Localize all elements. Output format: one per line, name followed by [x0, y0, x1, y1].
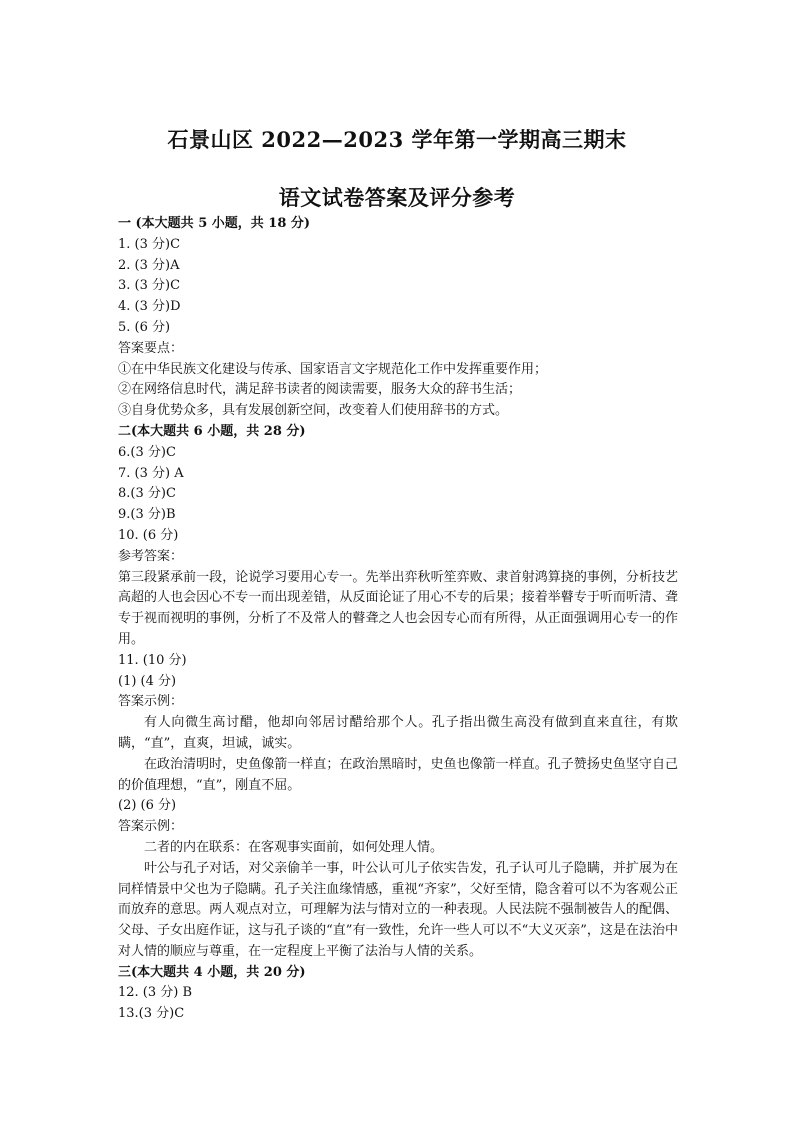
answer-item: 1. (3 分)C	[118, 236, 181, 252]
answer-item: 10. (6 分)	[118, 527, 179, 543]
q11-1-paragraph-2: 在政治清明时，史鱼像箭一样直；在政治黑暗时，史鱼也像箭一样直。孔子赞扬史鱼坚守自己的价值理想，“直”，刚直不屈。	[118, 756, 678, 793]
q11-1-label: (1) (4 分)	[118, 673, 177, 689]
example-answer-label: 答案示例：	[118, 819, 184, 835]
q11-2-paragraph-2: 叶公与孔子对话，对父亲偷羊一事，叶公认可儿子依实告发，孔子认可儿子隐瞒，并扩展为在同样情景中父也为子隐瞒。孔子关注血缘情感，重视“齐家”，父好至情，隐含着可以不为客观公正而放弃的意思。两人观点对立，可理解为法与情对立的一种表现。人民法院不强制被告人的配偶、父母、子女出庭作证，这与孔子谈的“直”有一致性，允许一些人可以不“大义灭亲”，这是在法治中对人情的顺应与尊重，在一定程度上平衡了法治与人情的关系。	[118, 860, 678, 959]
answer-item: 6.(3 分)C	[118, 444, 176, 460]
answer-point: ②在网络信息时代，满足辞书读者的阅读需要，服务大众的辞书生活；	[118, 382, 522, 398]
answer-item: 4. (3 分)D	[118, 299, 181, 315]
q11-label: 11. (10 分)	[118, 652, 187, 668]
answer-item: 7. (3 分) A	[118, 465, 184, 481]
document-subtitle: 语文试卷答案及评分参考	[278, 185, 516, 210]
q10-answer-paragraph: 第三段紧承前一段，论说学习要用心专一。先举出弈秋听笙弈败、隶首射鸿算挠的事例，分析技艺高超的人也会因心不专一而出现差错，从反面论证了用心不专的后果；接着举瞽专于听而听清、聋专于视而视明的事例，分析了不及常人的瞽聋之人也会因专心而有所得，从正面强调用心专一的作用。	[118, 569, 678, 647]
answer-item: 8.(3 分)C	[118, 486, 176, 502]
answer-item: 9.(3 分)B	[118, 507, 176, 523]
section-heading-1: 一 (本大题共 5 小题，共 18 分)	[118, 216, 311, 231]
answer-key-label: 答案要点：	[118, 340, 184, 356]
answer-content	[118, 214, 678, 1025]
q11-2-paragraph-1: 二者的内在联系：在客观事实面前，如何处理人情。	[144, 839, 444, 855]
answer-point: ①在中华民族文化建设与传承、国家语言文字规范化工作中发挥重要作用；	[118, 361, 548, 377]
q11-1-paragraph-1: 有人向微生高讨醋，他却向邻居讨醋给那个人。孔子指出微生高没有做到直来直往，有欺瞒，“直”，直爽，坦诚，诚实。	[118, 715, 678, 751]
answer-item: 13.(3 分)C	[118, 1006, 185, 1022]
q11-2-label: (2) (6 分)	[118, 798, 177, 814]
answer-point: ③自身优势众多，具有发展创新空间，改变着人们使用辞书的方式。	[118, 403, 509, 419]
answer-item: 5. (6 分)	[118, 319, 171, 335]
section-heading-2: 二(本大题共 6 小题，共 28 分)	[118, 423, 306, 439]
document-title: 石景山区 2022—2023 学年第一学期高三期末	[167, 127, 627, 152]
answer-item: 12. (3 分) B	[118, 985, 193, 1001]
section-heading-3: 三(本大题共 4 小题，共 20 分)	[118, 964, 306, 980]
answer-item: 3. (3 分)C	[118, 278, 181, 294]
reference-answer-label: 参考答案：	[118, 548, 184, 564]
example-answer-label: 答案示例：	[118, 694, 184, 710]
answer-item: 2. (3 分)A	[118, 257, 180, 273]
